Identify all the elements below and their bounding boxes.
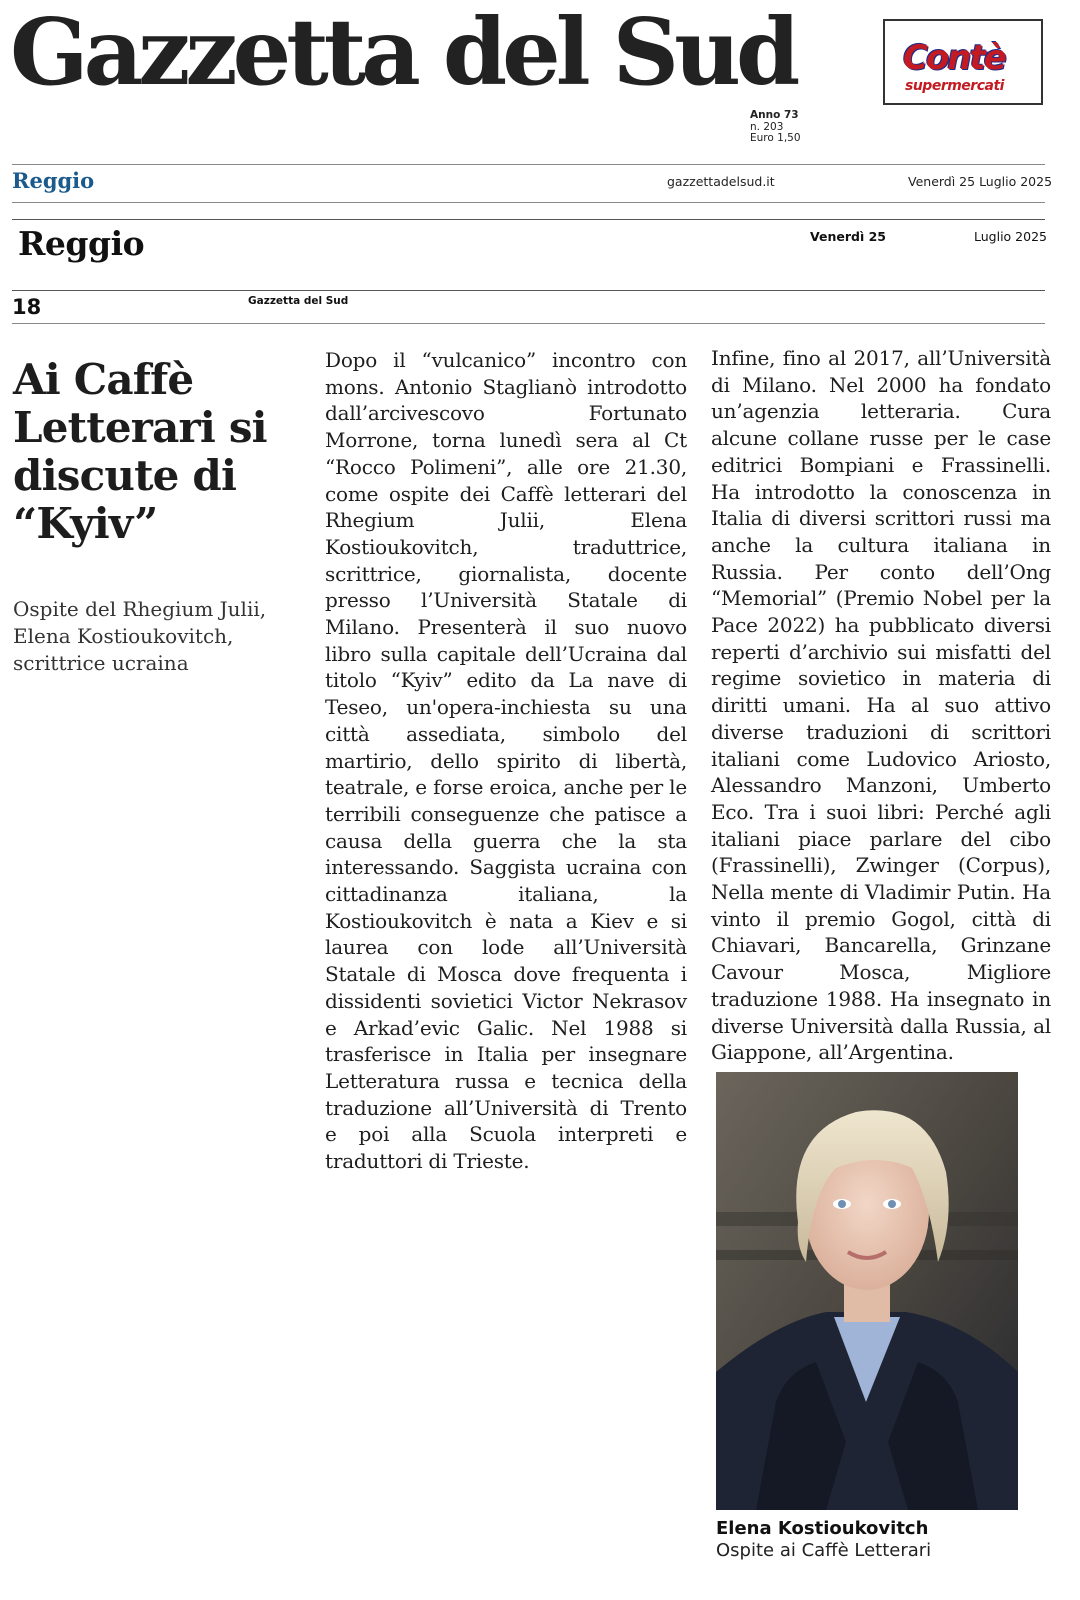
issue-info — [750, 110, 801, 145]
masthead-title: Gazzetta del Sud — [10, 0, 796, 106]
author-photo — [716, 1072, 1018, 1510]
section-label-top: Reggio — [12, 168, 95, 193]
ad-brand-logo: Contè — [903, 38, 1005, 78]
section-title: Reggio — [18, 224, 145, 263]
photo-caption-name: Elena Kostioukovitch — [716, 1518, 929, 1539]
issue-price: Euro 1,50 — [750, 132, 801, 144]
section-weekday: Venerdì 25 — [810, 229, 886, 244]
page-number: 18 — [12, 295, 42, 319]
divider — [12, 323, 1045, 324]
article-column-1: Dopo il “vulcanico” incontro con mons. Antonio Staglianò introdotto dall’arcivescovo Fortunato Morrone, torna lunedì sera al Ct “Rocco Polimeni”, alle ore 21.30, come ospite dei Caffè letterari del Rhegium Julii, Elena Kostioukovitch, traduttrice, scrittrice, giornalista, docente presso l’Università Statale di Milano. Presenterà il suo nuovo libro sulla capitale dell’Ucraina dal titolo “Kyiv” edito da La nave di Teseo, un'opera-inchiesta su una città assediata, simbolo del martirio, dello spirito di libertà, teatrale, e forse eroica, anche per le terribili conseguenze che patisce a causa della guerra che la sta interessando. Saggista ucraina con cittadinanza italiana, la Kostioukovitch è nata a Kiev e si laurea con lode all’Università Statale di Mosca dove frequenta i dissidenti sovietici Victor Nekrasov e Arkad’evic Galic. Nel 1988 si trasferisce in Italia per insegnare Letteratura russa e tecnica della traduzione all’Università di Trento e poi alla Scuola interpreti e traduttori di Trieste. — [325, 348, 687, 1174]
ad-subtitle: supermercati — [905, 78, 1004, 94]
portrait-image — [716, 1072, 1018, 1510]
advertisement-conte[interactable] — [883, 19, 1043, 105]
page-newspaper-name: Gazzetta del Sud — [248, 295, 349, 307]
article-column-2: Infine, fino al 2017, all’Università di Milano. Nel 2000 ha fondato un’agenzia letteraria. Cura alcune collane russe per le case editrici Bompiani e Frassinelli. Ha introdotto la conoscenza in Italia di diversi scrittori russi ma anche la cultura italiana in Russia. Per conto dell’Ong “Memorial” (Premio Nobel per la Pace 2022) ha pubblicato diversi reperti d’archivio sui misfatti del regime sovietico in materia di diritti umani. Ha al suo attivo diverse traduzioni di scrittori italiani come Ludovico Ariosto, Alessandro Manzoni, Umberto Eco. Tra i suoi libri: Perché agli italiani piace parlare del cibo (Frassinelli), Zwinger (Corpus), Nella mente di Vladimir Putin. Ha vinto il premio Gogol, città di Chiavari, Bancarella, Grinzane Cavour Mosca, Migliore traduzione 1988. Ha insegnato in diverse Università dalla Russia, al Giappone, all’Argentina. — [711, 346, 1051, 1065]
divider — [12, 164, 1045, 165]
article-subheadline: Ospite del Rhegium Julii, Elena Kostioukovitch, scrittrice ucraina — [13, 597, 267, 675]
article-headline: Ai Caffè Letterari si discute di “Kyiv” — [13, 355, 267, 548]
issue-year: Anno 73 — [750, 109, 799, 121]
photo-caption-description: Ospite ai Caffè Letterari — [716, 1540, 932, 1561]
divider — [12, 202, 1045, 203]
divider — [12, 290, 1045, 291]
divider — [12, 219, 1045, 220]
section-month-year: Luglio 2025 — [974, 229, 1047, 244]
date-top: Venerdì 25 Luglio 2025 — [908, 174, 1053, 189]
issue-number: n. 203 — [750, 120, 784, 133]
website-link[interactable]: gazzettadelsud.it — [667, 174, 775, 189]
